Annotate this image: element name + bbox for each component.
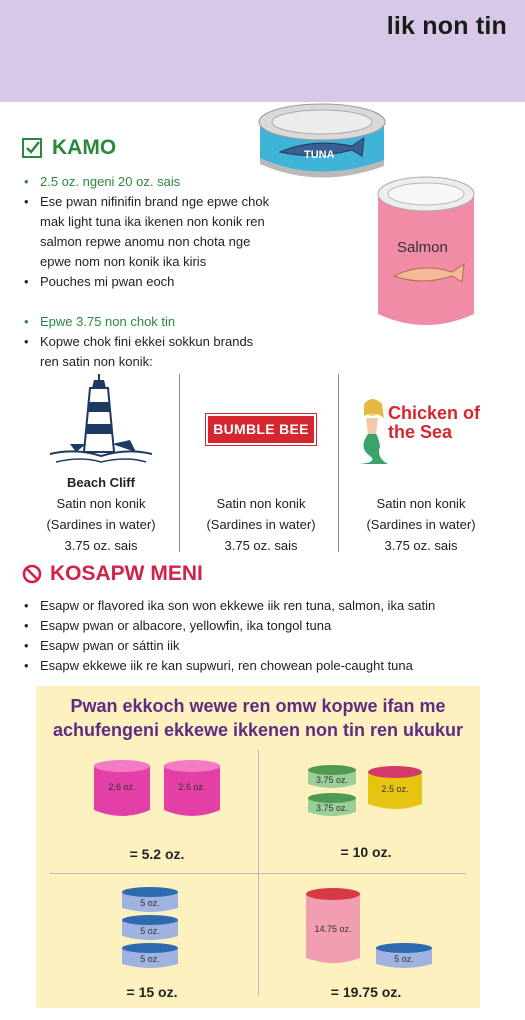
brand-name [342,472,500,493]
panel-title-line1: Pwan ekkoch wewe ren omw kopwe ifan me [70,696,446,716]
can-3.75oz-icon [308,765,356,788]
svg-text:5 oz.: 5 oz. [140,926,160,936]
can-2.5oz-icon [368,766,422,809]
kamo-heading [22,136,116,160]
brands-row [22,374,502,554]
brand-line2: (Sardines in water) [46,517,156,532]
panel-title-line2: achufengeni ekkewe ikkenen non tin ren ukukur [52,720,464,740]
bumble-bee-logo: BUMBLE BEE [206,414,316,445]
panel-title [36,694,480,742]
can-14.75oz-icon [306,888,360,963]
combo-4-cans [304,886,438,972]
brand-line1: Satin non konik [216,496,306,511]
combo-2-cans [306,764,436,824]
divider [338,374,339,552]
svg-text:5 oz.: 5 oz. [140,954,160,964]
prohibited-icon [22,564,42,584]
combo-1-total: = 5.2 oz. [129,846,185,862]
list-item: • Pouches mi pwan eoch [22,272,270,292]
kosapw-list [22,596,502,676]
can-2.6oz-icon [164,760,220,816]
brand-line1: Satin non konik [376,496,466,511]
kosapw-title: KOSAPW MENI [50,562,203,585]
logo-text: Chicken of the Sea [388,403,481,442]
list-item: • Ese pwan nifinifin brand nge epwe chok mak light tuna ika ikenen non konik ren salmon repwe anomu non chota nge epwe nom non konik ika kiris [22,192,270,272]
brand-size: 3.75 oz. sais [64,538,138,553]
chicken-of-the-sea-logo [342,374,500,472]
tuna-can-label: TUNA [304,149,335,161]
can-5oz-icon [122,887,178,912]
svg-text:3.75 oz.: 3.75 oz. [315,775,349,785]
tuna-salmon-cans-illustration [252,100,476,336]
divider [50,873,466,874]
combo-3-total: = 15 oz. [126,984,178,1000]
can-2.6oz-icon [94,760,150,816]
kamo-list-2 [22,312,272,372]
brand-line1: Satin non konik [56,496,146,511]
svg-text:5 oz.: 5 oz. [140,898,160,908]
combo-1-cans [92,758,232,824]
brand-name [182,472,340,493]
brand-beach-cliff [22,374,180,554]
combo-2-total: = 10 oz. [340,844,392,860]
brand-size: 3.75 oz. sais [384,538,458,553]
kosapw-heading [22,562,203,586]
kamo-title: KAMO [52,136,117,159]
brand-line2: (Sardines in water) [206,517,316,532]
salmon-can-label: Salmon [397,239,448,256]
list-item: • Esapw or flavored ika son won ekkewe iik ren tuna, salmon, ika satin [22,596,502,616]
divider [179,374,180,552]
checkbox-icon [22,138,42,158]
can-combinations-panel [36,686,480,1008]
list-item: • Epwe 3.75 non chok tin [22,312,272,332]
brand-line2: (Sardines in water) [366,517,476,532]
list-item: • Esapw pwan or sáttin iik [22,636,502,656]
svg-text:2.6 oz.: 2.6 oz. [178,782,206,792]
svg-text:3.75 oz.: 3.75 oz. [315,803,349,813]
list-item: • Esapw pwan or albacore, yellowfin, ika tongol tuna [22,616,502,636]
svg-text:2.5 oz.: 2.5 oz. [381,784,409,794]
brand-name: Beach Cliff [67,475,135,490]
combo-4-total: = 19.75 oz. [330,984,402,1000]
header-bar [0,0,525,102]
svg-text:5 oz.: 5 oz. [394,954,414,964]
can-3.75oz-icon [308,793,356,816]
salmon-can-icon [378,177,474,325]
can-5oz-icon [376,943,432,968]
list-item: • 2.5 oz. ngeni 20 oz. sais [22,172,270,192]
kamo-list-1 [22,172,270,292]
svg-text:2.6 oz.: 2.6 oz. [108,782,136,792]
brand-size: 3.75 oz. sais [224,538,298,553]
can-5oz-icon [122,943,178,968]
page-title: lik non tin [386,12,507,40]
list-item: • Esapw ekkewe iik re kan supwuri, ren chowean pole-caught tuna [22,656,502,676]
lighthouse-icon [22,374,180,472]
brand-chicken-of-the-sea [342,374,500,554]
can-5oz-icon [122,915,178,940]
combo-3-cans [120,886,184,972]
brand-bumble-bee [182,374,340,554]
tuna-can-icon [259,104,385,178]
list-item: • Kopwe chok fini ekkei sokkun brands ren satin non konik: [22,332,272,372]
svg-text:14.75 oz.: 14.75 oz. [314,924,352,934]
